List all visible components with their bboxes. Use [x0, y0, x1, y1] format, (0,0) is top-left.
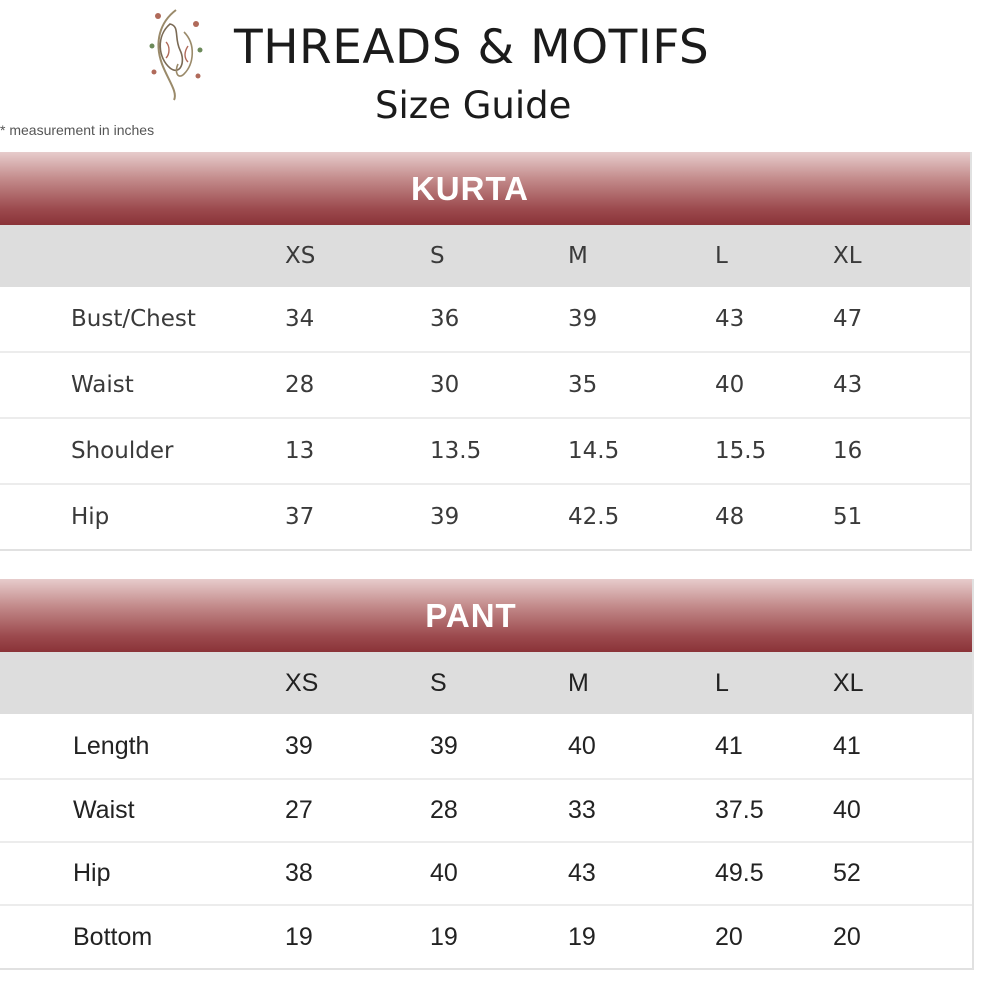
pant-size-header	[0, 652, 972, 714]
table-row	[0, 287, 970, 351]
pant-rows	[0, 714, 972, 968]
table-cell: 43	[833, 372, 863, 398]
size-header-l: L	[715, 668, 729, 697]
table-row	[0, 778, 972, 841]
kurta-title: KURTA	[410, 169, 530, 207]
table-cell: 37	[285, 504, 315, 530]
table-cell: 36	[430, 306, 460, 332]
table-row	[0, 417, 970, 483]
table-row	[0, 483, 970, 549]
table-cell: 14.5	[568, 438, 620, 464]
table-cell: 40	[430, 859, 458, 887]
table-cell: 39	[430, 731, 458, 760]
size-header-xl: XL	[833, 668, 864, 697]
row-label: Bust/Chest	[71, 306, 196, 332]
pant-title-band	[0, 579, 972, 652]
row-label: Length	[73, 731, 150, 760]
kurta-size-header	[0, 225, 970, 287]
table-cell: 39	[430, 504, 460, 530]
size-header-xl: XL	[833, 243, 862, 269]
row-label: Waist	[71, 372, 134, 398]
table-cell: 47	[833, 306, 863, 332]
row-label: Hip	[71, 504, 110, 530]
table-cell: 40	[833, 796, 861, 824]
size-header-l: L	[715, 243, 728, 269]
table-cell: 16	[833, 438, 863, 464]
table-cell: 27	[285, 796, 313, 824]
table-cell: 34	[285, 306, 315, 332]
brand-title: THREADS & MOTIFS	[234, 20, 710, 75]
table-cell: 19	[430, 922, 458, 951]
table-cell: 48	[715, 504, 745, 530]
row-label: Shoulder	[71, 438, 174, 464]
table-cell: 28	[285, 372, 315, 398]
table-cell: 52	[833, 859, 861, 887]
table-cell: 39	[568, 306, 598, 332]
size-header-m: M	[568, 243, 588, 269]
kurta-size-table	[0, 152, 972, 551]
table-cell: 19	[568, 922, 596, 951]
table-cell: 43	[715, 306, 745, 332]
pant-title: PANT	[425, 596, 517, 634]
table-cell: 40	[715, 372, 745, 398]
kurta-title-band	[0, 152, 970, 225]
table-cell: 33	[568, 796, 596, 824]
table-cell: 13	[285, 438, 315, 464]
table-row	[0, 351, 970, 417]
size-header-xs: XS	[285, 243, 316, 269]
pant-size-table	[0, 579, 974, 970]
size-header-s: S	[430, 243, 445, 269]
size-header-m: M	[568, 668, 589, 697]
table-row	[0, 714, 972, 778]
page-subtitle: Size Guide	[375, 84, 572, 127]
table-cell: 20	[715, 922, 743, 951]
size-header-xs: XS	[285, 668, 319, 697]
table-cell: 41	[833, 731, 861, 760]
table-cell: 15.5	[715, 438, 767, 464]
table-cell: 30	[430, 372, 460, 398]
table-cell: 37.5	[715, 796, 764, 824]
table-cell: 19	[285, 922, 313, 951]
table-cell: 43	[568, 859, 596, 887]
kurta-rows	[0, 287, 970, 549]
measurement-note: * measurement in inches	[0, 122, 155, 138]
table-cell: 40	[568, 731, 596, 760]
table-row	[0, 841, 972, 904]
table-cell: 38	[285, 859, 313, 887]
size-header-s: S	[430, 668, 447, 697]
table-cell: 20	[833, 922, 861, 951]
table-cell: 51	[833, 504, 863, 530]
row-label: Bottom	[73, 922, 153, 951]
row-label: Waist	[73, 796, 135, 824]
table-cell: 35	[568, 372, 598, 398]
table-cell: 39	[285, 731, 313, 760]
table-cell: 42.5	[568, 504, 620, 530]
table-cell: 41	[715, 731, 743, 760]
table-cell: 49.5	[715, 859, 764, 887]
row-label: Hip	[73, 859, 111, 887]
table-row	[0, 904, 972, 968]
paisley-motif-icon	[140, 2, 212, 102]
table-cell: 13.5	[430, 438, 482, 464]
table-cell: 28	[430, 796, 458, 824]
